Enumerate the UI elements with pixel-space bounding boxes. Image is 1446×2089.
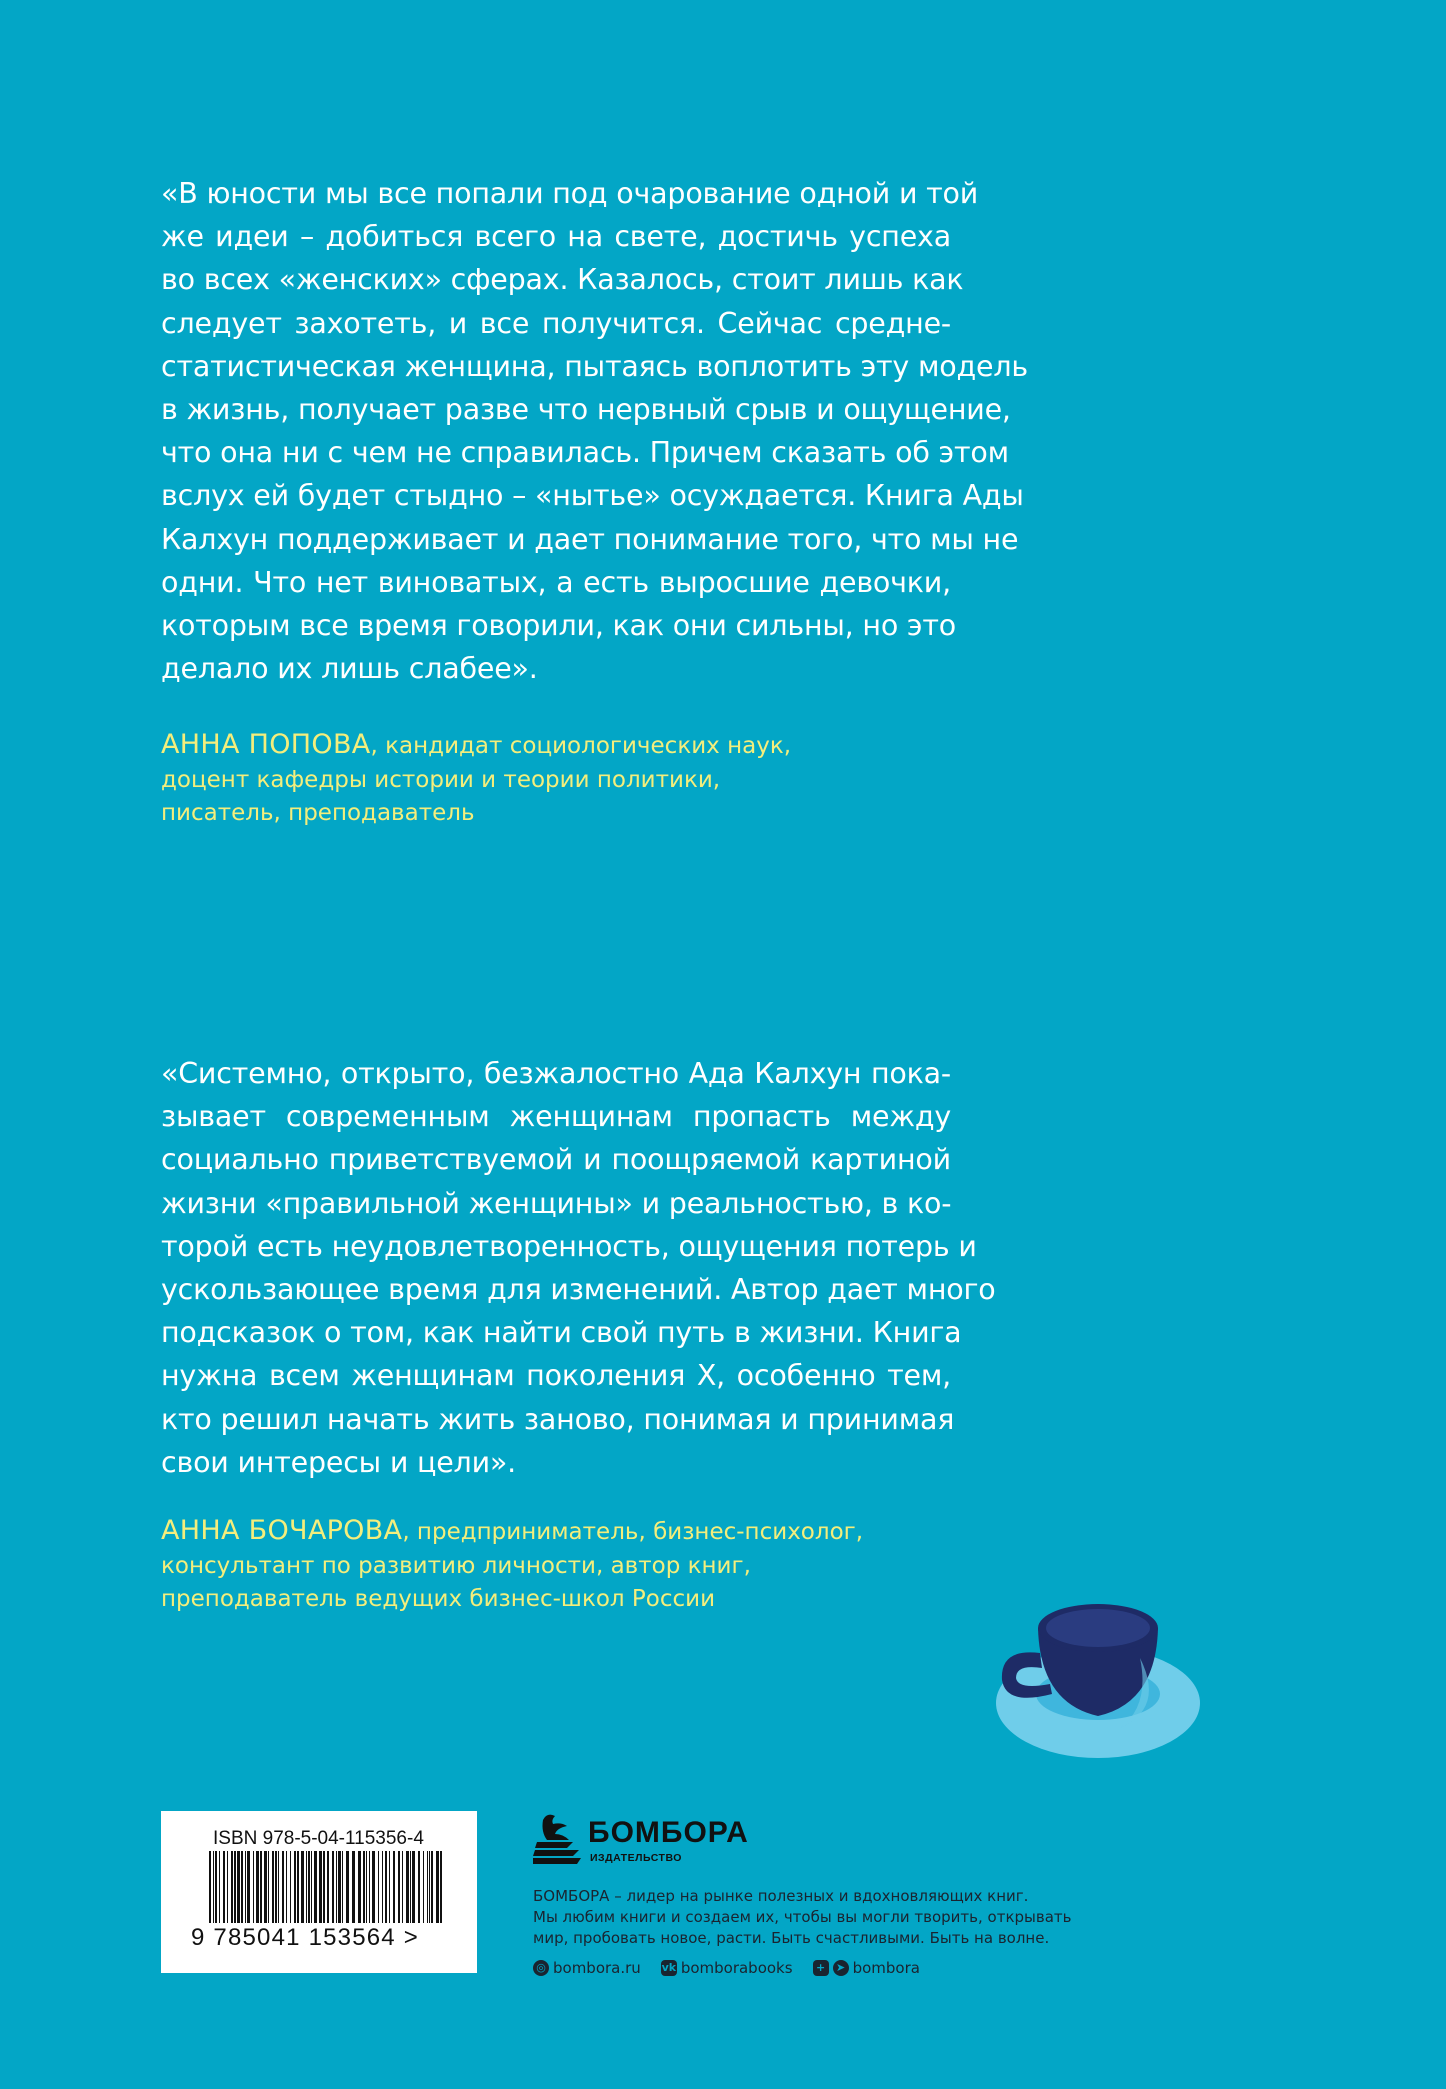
barcode-bar	[372, 1851, 375, 1923]
barcode-bar	[227, 1851, 228, 1923]
barcode-bar	[382, 1851, 383, 1923]
attribution-1-line2: доцент кафедры истории и теории политики,	[161, 766, 721, 793]
attribution-2-name: АННА БОЧАРОВА	[161, 1515, 403, 1546]
attribution-1-name: АННА ПОПОВА	[161, 729, 371, 760]
publisher-description	[533, 1886, 1073, 1949]
telegram-label: bombora	[852, 1959, 920, 1977]
quote-2-line: свои интересы и цели».	[161, 1445, 516, 1479]
social-links	[533, 1959, 920, 1977]
barcode-bar	[301, 1851, 304, 1923]
attribution-1-title: , кандидат социологических наук,	[370, 733, 792, 759]
quote-1-line: же идеи – добиться всего на свете, достичь успеха	[161, 220, 951, 254]
barcode-bar	[294, 1851, 296, 1923]
barcode-bar	[440, 1851, 442, 1923]
telegram-link[interactable]	[813, 1959, 920, 1977]
quote-1-line: следует захотеть, и все получится. Сейчас средне-	[161, 306, 951, 340]
barcode-bar	[346, 1851, 349, 1923]
barcode-bar	[297, 1851, 299, 1923]
barcode-bar	[241, 1851, 243, 1923]
attribution-2-line3: преподаватель ведущих бизнес-школ России	[161, 1586, 716, 1612]
barcode-bar	[369, 1851, 370, 1923]
quote-2	[161, 1052, 996, 1484]
barcode-bar	[278, 1851, 279, 1923]
barcode-bar	[260, 1851, 262, 1923]
barcode-bar	[336, 1851, 337, 1923]
barcode-bar	[406, 1851, 409, 1923]
barcode-bar	[253, 1851, 254, 1923]
plus-icon: +	[813, 1960, 829, 1976]
barcode-bar	[412, 1851, 415, 1923]
barcode-bar	[378, 1851, 379, 1923]
quote-2-line: жизни «правильной женщины» и реальностью, в ко-	[161, 1186, 952, 1220]
attribution-2-line2: консультант по развитию личности, автор книг,	[161, 1552, 751, 1579]
quote-2-line: зывает современным женщинам пропасть между	[161, 1100, 951, 1134]
publisher-description-line: мир, пробовать новое, расти. Быть счастливыми. Быть на волне.	[533, 1929, 1050, 1947]
barcode-bar	[338, 1851, 341, 1923]
quote-2-line: кто решил начать жить заново, понимая и принимая	[161, 1402, 955, 1436]
barcode-bar	[327, 1851, 329, 1923]
barcode-bar	[314, 1851, 317, 1923]
barcode-digits: 9 785041 153564 >	[191, 1924, 419, 1951]
quote-1	[161, 172, 1028, 690]
barcode-bar	[256, 1851, 259, 1923]
barcode-bar	[272, 1851, 274, 1923]
attribution-2	[161, 1514, 941, 1617]
bombora-logo-icon	[533, 1812, 583, 1867]
barcode-bar	[431, 1851, 433, 1923]
publisher-subtitle: ИЗДАТЕЛЬСТВО	[590, 1852, 682, 1864]
quote-2-line: «Системно, открыто, безжалостно Ада Калхун пока-	[161, 1057, 951, 1090]
barcode-bar	[275, 1851, 277, 1923]
barcode-bar	[306, 1851, 307, 1923]
quote-2-line: социально приветствуемой и поощряемой картиной	[161, 1143, 951, 1177]
website-label: bombora.ru	[553, 1959, 641, 1977]
barcode-bar	[264, 1851, 267, 1923]
barcode-bar	[319, 1851, 322, 1923]
barcode-bar	[436, 1851, 439, 1923]
barcode-bar	[429, 1851, 430, 1923]
barcode-bar	[231, 1851, 233, 1923]
barcode-bar	[342, 1851, 343, 1923]
publisher-description-line: Мы любим книги и создаем их, чтобы вы могли творить, открывать	[533, 1908, 1072, 1926]
vk-icon: vk	[661, 1961, 677, 1974]
publisher-name: БОМБОРА	[588, 1816, 749, 1849]
quote-2-line: ускользающее время для изменений. Автор дает много	[161, 1273, 996, 1307]
barcode-bar	[393, 1851, 395, 1923]
barcode-bar	[268, 1851, 269, 1923]
quote-2-line: подсказок о том, как найти свой путь в жизни. Книга	[161, 1316, 962, 1350]
quote-1-line: одни. Что нет виноватых, а есть выросшие девочки,	[161, 565, 951, 599]
barcode-bar	[245, 1851, 246, 1923]
quote-1-line: статистическая женщина, пытаясь воплотить эту модель	[161, 349, 1028, 383]
barcode-bar	[286, 1851, 287, 1923]
barcode-bar	[389, 1851, 390, 1923]
quote-1-line: в жизнь, получает разве что нервный срыв и ощущение,	[161, 393, 1011, 427]
coffee-cup-icon	[990, 1598, 1200, 1763]
telegram-icon: ➤	[833, 1960, 849, 1976]
barcode-bar	[237, 1851, 240, 1923]
quote-1-line: что она ни с чем не справилась. Причем сказать об этом	[161, 436, 1009, 470]
barcode-bar	[363, 1851, 365, 1923]
quote-1-line: Калхун поддерживает и дает понимание того, что мы не	[161, 522, 1019, 556]
barcode-bar	[423, 1851, 424, 1923]
barcode-bar	[282, 1851, 284, 1923]
quote-1-line: во всех «женских» сферах. Казалось, стоит лишь как	[161, 263, 964, 297]
barcode-bar	[427, 1851, 428, 1923]
barcode-bar	[323, 1851, 325, 1923]
barcode-bar	[223, 1851, 225, 1923]
barcode-bar	[290, 1851, 291, 1923]
barcode-bar	[311, 1851, 312, 1923]
barcode-bar	[209, 1851, 211, 1923]
barcode-bar	[308, 1851, 310, 1923]
barcode-block	[161, 1811, 477, 1973]
attribution-1	[161, 728, 941, 831]
attribution-1-line3: писатель, преподаватель	[161, 800, 475, 826]
barcode-bar	[332, 1851, 334, 1923]
quote-1-line: вслух ей будет стыдно – «нытье» осуждается. Книга Ады	[161, 479, 1024, 513]
quote-1-line: «В юности мы все попали под очарование одной и той	[161, 177, 979, 210]
barcode-bar	[213, 1851, 214, 1923]
isbn-label: ISBN 978-5-04-115356-4	[213, 1828, 424, 1849]
quote-2-line: торой есть неудовлетворенность, ощущения потерь и	[161, 1229, 977, 1263]
barcode-bar	[234, 1851, 236, 1923]
barcode-bar	[398, 1851, 400, 1923]
barcode-bar	[352, 1851, 355, 1923]
quote-2-line: нужна всем женщинам поколения X, особенно тем,	[161, 1359, 951, 1393]
barcode-bar	[418, 1851, 420, 1923]
barcode-bar	[366, 1851, 367, 1923]
barcode-bar	[247, 1851, 250, 1923]
globe-icon: ◎	[533, 1960, 549, 1976]
quote-1-line: которым все время говорили, как они сильны, но это	[161, 609, 957, 643]
attribution-2-title: , предприниматель, бизнес-психолог,	[402, 1519, 864, 1545]
website-link[interactable]	[533, 1959, 641, 1977]
barcode-bar	[215, 1851, 217, 1923]
barcode-bar	[385, 1851, 387, 1923]
publisher-description-line: БОМБОРА – лидер на рынке полезных и вдохновляющих книг.	[533, 1887, 1029, 1905]
barcode-bar	[410, 1851, 411, 1923]
barcode-bar	[402, 1851, 403, 1923]
vk-label: bomborabooks	[680, 1959, 793, 1977]
vk-link[interactable]	[661, 1959, 793, 1977]
barcode-bar	[219, 1851, 220, 1923]
barcode-bar	[358, 1851, 361, 1923]
quote-1-line: делало их лишь слабее».	[161, 652, 538, 686]
